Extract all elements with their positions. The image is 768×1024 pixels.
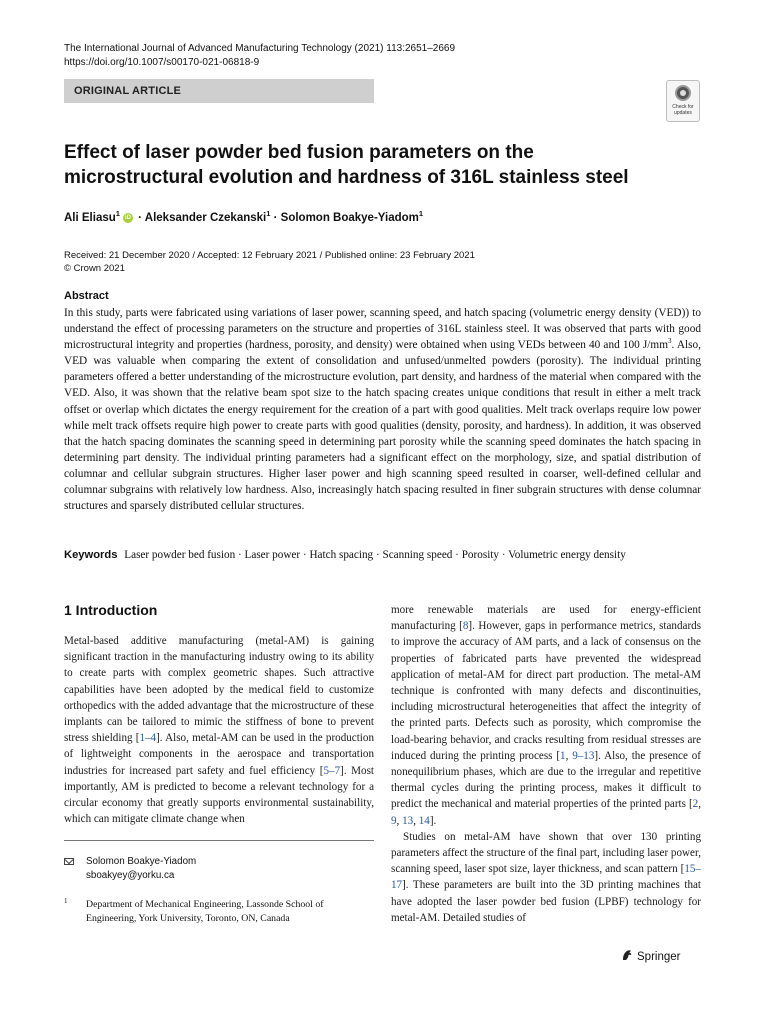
intro-column-right [391,602,701,926]
keyword-item: Porosity [461,549,500,561]
abstract-text-part: In this study, parts were fabricated using variations of laser power, scanning speed, and hatch spacing (volumetric energy density (VED)) to understand the effect of processing parameters on the structure and properties of 316L stainless steel. It was observed that parts with good microstructural integrity and properties (hardness, porosity, and density) were obtained when using VEDs between 40 and 100 J/mm [64,307,701,352]
reference-link[interactable]: 5–7 [323,764,341,777]
author-affil-marker: 1 [418,209,424,218]
abstract-heading: Abstract [64,290,109,302]
keyword-separator: · [302,549,307,561]
reference-link[interactable]: 14 [418,814,430,827]
check-updates-label: Check for updates [672,104,694,116]
keyword-separator: · [237,549,242,561]
reference-link[interactable]: 15–17 [391,863,701,892]
author-separator: · [138,211,142,224]
check-updates-icon [675,85,691,101]
reference-link[interactable]: 1–4 [139,732,157,745]
intro-column-left [64,633,374,827]
corresponding-author-email[interactable]: sboakyey@yorku.ca [86,870,175,881]
keyword-separator: · [375,549,380,561]
doi-link[interactable]: https://doi.org/10.1007/s00170-021-06818-9 [64,57,260,68]
author-separator: · [273,211,278,224]
article-type-banner [64,79,374,103]
keyword-separator: · [501,549,506,561]
section-heading-introduction: 1 Introduction [64,602,158,618]
intro-paragraph: Metal-based additive manufacturing (metal-AM) is gaining significant traction in the manufacturing industry owing to its ability to create parts with complex geometric shapes. Such attractive capabilities have been adopted by the medical field to customize orthopedics with the added advantage that the microstructure of these implants can be tailored to mimic the stiffness of bone to prevent stress shielding [1–4]. Also, metal-AM can be used in the production of lightweight components in the aerospace and transportation industries for increased part safety and fuel efficiency [5–7]. Most importantly, AM is predicted to become a relevant technology for a circular economy that greatly supports environmental sustainability, which can mitigate climate change when [64,635,374,826]
check-for-updates-badge[interactable] [666,80,700,122]
publication-dates: Received: 21 December 2020 / Accepted: 12 February 2021 / Published online: 23 February 2021 [64,250,475,261]
keyword-item: Volumetric energy density [508,549,626,561]
keyword-item: Laser power [244,549,301,561]
intro-paragraph: Studies on metal-AM have shown that over 130 printing parameters affect the structure of the final part, including laser power, scanning speed, laser spot size, layer thickness, and scan pattern [15–17]. These parameters are built into the 3D printing machines that have adopted the laser powder bed fusion (LPBF) technology for metal-AM. Detailed studies of [391,830,701,924]
envelope-icon [64,858,74,865]
affiliation-text: Department of Mechanical Engineering, Lassonde School of Engineering, York University, Toronto, ON, Canada [86,899,324,924]
keyword-item: Laser powder bed fusion [124,549,236,561]
reference-link[interactable]: 2 [692,798,699,811]
intro-paragraph: more renewable materials are used for energy-efficient manufacturing [8]. However, gaps in performance metrics, standards to improve the accuracy of AM parts, and a lack of consensus on the properties of fabricated parts have prevented the widespread application of metal-AM for direct part production. The metal-AM technique is confronted with many defects and discontinuities, including microstructural heterogeneities that affect the integrity of the printed parts. Defects such as porosity, which compromise the load-bearing behavior, and cracks resulting from residual stresses are induced during the printing process [1, 9–13]. Also, the presence of nonequilibrium phases, which are due to the irregular and repetitive thermal cycles during the printing process, makes it difficult to predict the mechanical and material properties of the printed parts [2, 9, 13, 14]. [391,604,702,827]
springer-horse-icon [621,949,633,961]
article-title: Effect of laser powder bed fusion parameters on the microstructural evolution and hardness of 316L stainless steel [64,142,629,188]
journal-citation: The International Journal of Advanced Manufacturing Technology (2021) 113:2651–2669 [64,43,456,54]
author-list [64,206,423,226]
corresponding-author-name: Solomon Boakye-Yiadom [86,856,197,867]
author-affil-marker: 1 [115,209,120,218]
keywords-label: Keywords [64,549,118,561]
abstract-superscript: 3 [668,337,672,346]
reference-link[interactable]: 9 [391,814,397,827]
reference-link[interactable]: 8 [462,620,469,633]
keyword-item: Hatch spacing [309,549,374,561]
publisher-name: Springer [637,951,681,963]
author-name[interactable]: Aleksander Czekanski [144,211,267,224]
abstract-text-part: . Also, VED was valuable when comparing the extent of consolidation and unfused/unmelted powders (porosity). The individual printing parameters offered a better understanding of the microstructure evolution, part density, and hardness of the material when compared with the VED. Also, it was shown that the relative beam spot size to the hatch spacing creates unique conditions that result in either a melt track offset or overlap which dictates the energy requirement for the creation of a part with good qualities. Melt track overlaps require low power while melt track offsets require high power to create parts with good qualities (density, porosity, and hardness). In addition, it was observed that the hatch spacing dominates the scanning speed in determining part porosity while the scanning speed dominates the hatch spacing in determining part density. The individual printing parameters had a significant effect on the morphology, size, and spatial distribution of columnar and cellular subgrain structures. Higher laser power and high scanning speed resulted in coarser, well-defined cellular and columnar subgrains with relatively low hardness. Also, increasingly hatch spacing resulted in finer subgrain structures with dense columnar structures and sparsely distributed cellular structures. [64,339,701,513]
publisher-mark [621,949,680,963]
author-affil-marker: 1 [266,209,271,218]
article-type-label: ORIGINAL ARTICLE [74,85,182,97]
orcid-icon[interactable]: iD [124,214,131,221]
reference-link[interactable]: 1 [560,749,566,762]
reference-link[interactable]: 13 [402,814,414,827]
affiliation-number: 1 [64,897,68,905]
author-name[interactable]: Solomon Boakye-Yiadom [280,211,419,224]
keywords [64,548,626,563]
author-name[interactable]: Ali Eliasu [64,211,116,224]
keyword-separator: · [455,549,459,561]
footnote-divider [64,840,374,841]
keyword-item: Scanning speed [382,549,453,561]
abstract-text [64,305,701,514]
reference-link[interactable]: 9–13 [572,749,595,762]
copyright-notice: © Crown 2021 [64,263,125,274]
